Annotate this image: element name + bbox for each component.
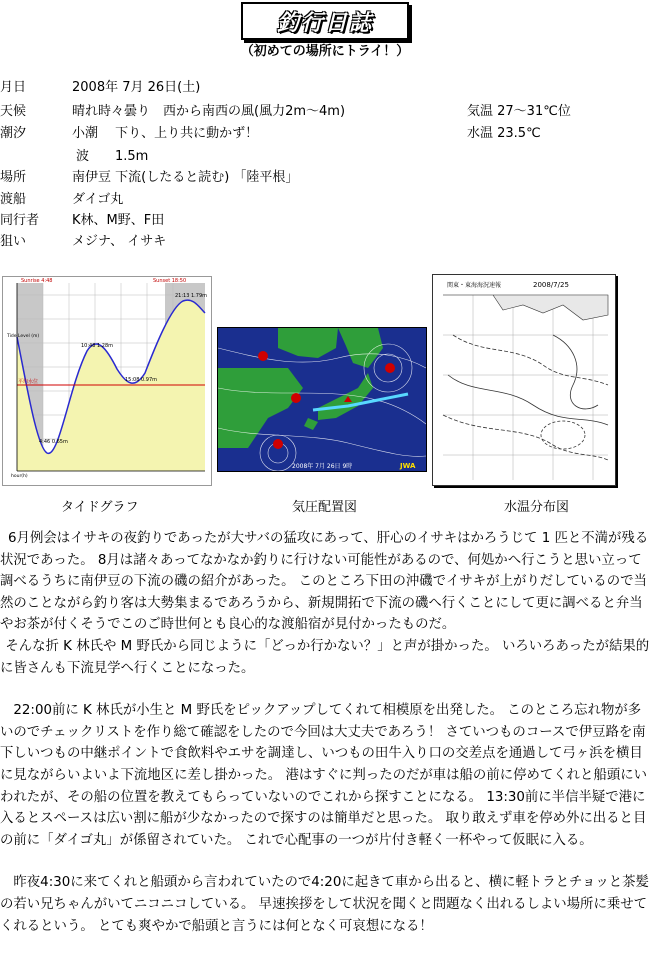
info-air-temp: 気温 27～31℃位	[467, 104, 571, 119]
info-value-date: 2008年 7月 26日(土)	[72, 80, 201, 95]
info-label-place: 場所	[0, 170, 27, 185]
info-value-place: 南伊豆 下流(したると読む) 「陸平根」	[72, 170, 299, 185]
title-box	[241, 2, 409, 40]
water-caption: 水温分布図	[504, 500, 570, 515]
paragraph: 6月例会はイサキの夜釣りであったが大サバの猛攻にあって、肝心のイサキはかろうじて 1 匹と不満が残る状況であった。 8月は諸々あってなかなか釣りに行けない可能性があるので、何処かへ行こうと思い立って調べるうちに南伊豆の下流の磯の紹介があった。 このところ下田の沖磯でイサキが上がりだしているので当然のことながら釣り客は大勢集まるであろうから、新規開拓で下流の磯へ行くことにして更に調べると弁当やお茶が付くそうでこのご時世何とも良心的な渡船宿が見付かったものだ。	[0, 531, 649, 633]
info-water-temp: 水温 23.5℃	[467, 126, 541, 141]
paragraph: 22:00前に K 林氏が小生と M 野氏をピックアップしてくれて相模原を出発した。 このところ忘れ物が多いのでチェックリストを作り総て確認をしたので今回は大丈夫であろう！ さていつものコースで伊豆路を南下しいつもの中継ポイントで食飲料やエサを調達し、いつもの田牛入り口の交差点を通過して弓ヶ浜を横目に見ながらいよいよ下流地区に差し掛かった。 港はすぐに判ったのだが車は船の前に停めてくれと船頭にいわれたが、その船の位置を教えてもらっていないのでこれから探すことになる。 13:30前に半信半疑で港に入るとスペースは広い割に船が少なかったので探すのは簡単だと思った。 取り敢えず車を停め外に出ると目の前に「ダイゴ丸」が係留されていた。 これで心配事の一つが片付き軽く一杯やって仮眠に入る。	[0, 703, 648, 848]
paragraph-gap	[0, 851, 650, 872]
info-value-boat: ダイゴ丸	[72, 192, 124, 207]
page-title: 釣行日誌	[276, 9, 373, 36]
sunrise-label: Sunrise 4:48	[21, 278, 53, 284]
tide-caption: タイドグラフ	[61, 500, 139, 515]
info-value-wave: 波 1.5m	[76, 149, 149, 164]
info-label-companions: 同行者	[0, 213, 40, 228]
pressure-timestamp: 2008年 7月 26日 9時	[292, 463, 353, 470]
paragraph: そんな折 K 林氏や M 野氏から同じように「どっか行かない？」と声が掛かった。 いろいろあったが結果的に皆さんも下流見学へ行くことになった。	[0, 638, 650, 676]
tide-annotation: 15:08 0.97m	[125, 377, 158, 383]
info-value-companions: K林、M野、F田	[72, 213, 165, 228]
x-axis-label: hour(h)	[11, 474, 28, 479]
mean-label: 平均水位	[18, 379, 39, 385]
paragraph: 昨夜4:30に来てくれと船頭から言われていたので4:20に起きて車から出ると、横に軽トラとチョッと茶髪の若い兄ちゃんがいてニコニコしている。 早速挨拶をして状況を聞くと問題なく出れるしよい場所に乗せてくれるという。 とても爽やかで船頭と言うには何となく可哀想になる！	[0, 875, 649, 934]
jwa-logo: JWA	[400, 462, 416, 470]
body-text	[0, 528, 650, 937]
pressure-chart	[217, 327, 427, 472]
tide-annotation: 10:48 1.28m	[81, 343, 114, 349]
info-label-boat: 渡船	[0, 192, 27, 207]
info-label-weather: 天候	[0, 104, 27, 119]
tide-annotation: 21:13 1.79m	[175, 293, 208, 299]
info-label-target: 狙い	[0, 234, 27, 249]
tide-annotation: 4:46 0.65m	[39, 439, 68, 445]
paragraph-gap	[0, 679, 650, 700]
info-label-tide: 潮汐	[0, 126, 27, 141]
info-label-date: 月日	[0, 80, 27, 95]
water-temp-chart	[432, 274, 616, 486]
pressure-caption: 気圧配置図	[292, 500, 358, 515]
y-axis-label: Tide Level (m)	[7, 334, 40, 339]
page-subtitle: （初めての場所にトライ！）	[240, 44, 410, 59]
figures-row	[0, 270, 650, 515]
water-header: 関東・東海海況速報	[447, 282, 502, 289]
info-value-weather: 晴れ時々曇り 西から南西の風(風力2m～4m)	[72, 104, 346, 119]
tide-graph	[2, 276, 212, 486]
info-value-tide: 小潮 下り、上り共に動かず！	[72, 126, 259, 141]
info-value-target: メジナ、 イサキ	[72, 234, 167, 249]
sunset-label: Sunset 18:50	[153, 278, 187, 284]
water-date: 2008/7/25	[533, 281, 569, 289]
